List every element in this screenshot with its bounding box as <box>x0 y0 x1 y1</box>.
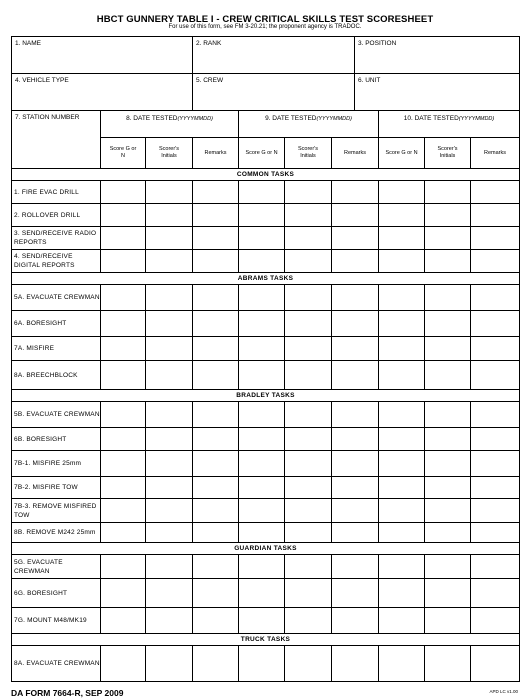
initials-cell[interactable] <box>424 226 470 249</box>
score-cell[interactable] <box>378 645 424 682</box>
section-header <box>11 542 520 554</box>
remarks-cell[interactable] <box>192 607 238 633</box>
score-cell[interactable] <box>238 498 284 522</box>
score-cell[interactable] <box>100 401 145 427</box>
remarks-cell[interactable] <box>192 578 238 607</box>
rank-label: 2. RANK <box>196 40 222 47</box>
score-cell[interactable] <box>100 498 145 522</box>
initials-cell[interactable] <box>284 498 331 522</box>
initials-cell[interactable] <box>424 180 470 203</box>
initials-cell[interactable] <box>145 249 192 272</box>
score-cell[interactable] <box>378 522 424 542</box>
score-cell[interactable] <box>238 427 284 450</box>
scorer-initials-header <box>284 137 331 168</box>
score-cell[interactable] <box>378 498 424 522</box>
scorer-initials-header-text: Scorer's Initials <box>159 146 179 159</box>
remarks-cell[interactable] <box>470 427 520 450</box>
initials-cell[interactable] <box>284 450 331 476</box>
task-name: 7B-1. MISFIRE 25mm <box>14 460 82 467</box>
scorer-initials-header <box>424 137 470 168</box>
remarks-cell[interactable] <box>331 645 378 682</box>
task-label-cell <box>11 401 100 427</box>
score-cell[interactable] <box>100 180 145 203</box>
initials-cell[interactable] <box>284 476 331 498</box>
form-version: APD LC v1.00 <box>489 689 518 694</box>
remarks-cell[interactable] <box>331 401 378 427</box>
score-cell[interactable] <box>378 336 424 360</box>
name-label: 1. NAME <box>15 40 42 47</box>
remarks-cell[interactable] <box>331 336 378 360</box>
score-cell[interactable] <box>100 249 145 272</box>
rank-field[interactable] <box>192 36 354 73</box>
remarks-cell[interactable] <box>470 336 520 360</box>
task-name: 7B-3. REMOVE MISFIRED TOW <box>14 502 97 519</box>
remarks-cell[interactable] <box>470 284 520 310</box>
task-name: 8B. REMOVE M242 25mm <box>14 529 96 536</box>
remarks-header-text: Remarks <box>343 149 366 156</box>
score-cell[interactable] <box>100 336 145 360</box>
unit-label: 6. UNIT <box>358 77 381 84</box>
score-cell[interactable] <box>238 310 284 336</box>
date-format-hint: (YYYYMMDD) <box>177 116 213 122</box>
remarks-cell[interactable] <box>331 427 378 450</box>
remarks-cell[interactable] <box>331 249 378 272</box>
score-cell[interactable] <box>238 226 284 249</box>
score-cell[interactable] <box>100 226 145 249</box>
remarks-cell[interactable] <box>331 284 378 310</box>
score-header <box>378 137 424 168</box>
score-cell[interactable] <box>378 180 424 203</box>
task-name: 8A. BREECHBLOCK <box>14 371 78 379</box>
score-cell[interactable] <box>100 476 145 498</box>
remarks-cell[interactable] <box>470 203 520 226</box>
initials-cell[interactable] <box>424 360 470 389</box>
date-tested-header-10[interactable] <box>378 110 520 137</box>
score-cell[interactable] <box>378 310 424 336</box>
score-cell[interactable] <box>238 450 284 476</box>
task-name: 1. FIRE EVAC DRILL <box>14 188 79 196</box>
score-cell[interactable] <box>238 336 284 360</box>
remarks-cell[interactable] <box>470 607 520 633</box>
task-label-cell <box>11 554 100 578</box>
initials-cell[interactable] <box>145 645 192 682</box>
position-label: 3. POSITION <box>358 40 397 47</box>
task-name: 3. SEND/RECEIVE RADIO REPORTS <box>14 230 97 246</box>
remarks-cell[interactable] <box>192 476 238 498</box>
task-label-cell <box>11 226 100 249</box>
initials-cell[interactable] <box>284 578 331 607</box>
task-label-cell <box>11 284 100 310</box>
initials-cell[interactable] <box>145 360 192 389</box>
task-name: 6A. BORESIGHT <box>14 320 67 327</box>
unit-field[interactable] <box>354 73 520 110</box>
task-label-cell <box>11 203 100 226</box>
remarks-cell[interactable] <box>192 249 238 272</box>
score-cell[interactable] <box>378 284 424 310</box>
section-title: TRUCK TASKS <box>240 635 291 643</box>
score-cell[interactable] <box>100 578 145 607</box>
initials-cell[interactable] <box>424 284 470 310</box>
score-cell[interactable] <box>378 554 424 578</box>
score-cell[interactable] <box>100 427 145 450</box>
task-name: 6B. BORESIGHT <box>14 435 67 443</box>
score-cell[interactable] <box>378 476 424 498</box>
initials-cell[interactable] <box>145 226 192 249</box>
remarks-cell[interactable] <box>470 360 520 389</box>
task-name: 7A. MISFIRE <box>14 345 55 352</box>
initials-cell[interactable] <box>145 180 192 203</box>
initials-cell[interactable] <box>424 249 470 272</box>
initials-cell[interactable] <box>424 645 470 682</box>
score-cell[interactable] <box>378 450 424 476</box>
score-header <box>100 137 145 168</box>
score-cell[interactable] <box>238 401 284 427</box>
score-cell[interactable] <box>378 360 424 389</box>
crew-field[interactable] <box>192 73 354 110</box>
initials-cell[interactable] <box>145 476 192 498</box>
score-cell[interactable] <box>100 522 145 542</box>
initials-cell[interactable] <box>284 522 331 542</box>
date-tested-label: 8. DATE TESTED <box>126 115 178 122</box>
remarks-cell[interactable] <box>470 522 520 542</box>
score-cell[interactable] <box>238 284 284 310</box>
score-cell[interactable] <box>238 607 284 633</box>
position-field[interactable] <box>354 36 520 73</box>
task-name: 7B-2. MISFIRE TOW <box>14 484 78 491</box>
remarks-cell[interactable] <box>470 249 520 272</box>
initials-cell[interactable] <box>284 554 331 578</box>
remarks-cell[interactable] <box>331 607 378 633</box>
initials-cell[interactable] <box>284 226 331 249</box>
section-header <box>11 389 520 401</box>
score-cell[interactable] <box>378 427 424 450</box>
date-tested-header-9[interactable] <box>238 110 378 137</box>
date-format-hint: (YYYYMMDD) <box>316 116 352 122</box>
task-name: 5A. EVACUATE CREWMAN <box>14 294 100 301</box>
remarks-cell[interactable] <box>331 310 378 336</box>
form-id: DA FORM 7664-R, SEP 2009 <box>11 688 124 698</box>
score-cell[interactable] <box>238 360 284 389</box>
date-format-hint: (YYYYMMDD) <box>458 116 495 122</box>
station-number-label: 7. STATION NUMBER <box>15 114 80 121</box>
score-cell[interactable] <box>100 203 145 226</box>
remarks-cell[interactable] <box>470 645 520 682</box>
remarks-cell[interactable] <box>331 360 378 389</box>
remarks-cell[interactable] <box>470 310 520 336</box>
remarks-cell[interactable] <box>192 284 238 310</box>
initials-cell[interactable] <box>284 360 331 389</box>
task-name: 5B. EVACUATE CREWMAN <box>14 411 100 418</box>
initials-cell[interactable] <box>284 336 331 360</box>
initials-cell[interactable] <box>145 578 192 607</box>
remarks-cell[interactable] <box>331 450 378 476</box>
remarks-cell[interactable] <box>470 476 520 498</box>
initials-cell[interactable] <box>424 578 470 607</box>
remarks-cell[interactable] <box>331 522 378 542</box>
remarks-cell[interactable] <box>470 180 520 203</box>
initials-cell[interactable] <box>145 554 192 578</box>
score-header-text: Score G or N <box>245 149 278 156</box>
section-header <box>11 272 520 284</box>
initials-cell[interactable] <box>284 203 331 226</box>
section-header <box>11 633 520 645</box>
score-cell[interactable] <box>238 578 284 607</box>
task-label-cell <box>11 310 100 336</box>
remarks-cell[interactable] <box>331 578 378 607</box>
initials-cell[interactable] <box>284 427 331 450</box>
remarks-header <box>470 137 520 168</box>
score-cell[interactable] <box>100 310 145 336</box>
task-label-cell <box>11 249 100 272</box>
task-name: 4. SEND/RECEIVE DIGITAL REPORTS <box>14 253 75 269</box>
remarks-header <box>192 137 238 168</box>
remarks-cell[interactable] <box>192 522 238 542</box>
remarks-cell[interactable] <box>192 360 238 389</box>
initials-cell[interactable] <box>145 203 192 226</box>
scorer-initials-header-text: Scorer's Initials <box>298 146 318 159</box>
task-label-cell <box>11 180 100 203</box>
initials-cell[interactable] <box>145 450 192 476</box>
initials-cell[interactable] <box>424 310 470 336</box>
date-tested-label: 10. DATE TESTED <box>403 115 459 122</box>
score-header <box>238 137 284 168</box>
score-cell[interactable] <box>100 360 145 389</box>
vehicle-type-label: 4. VEHICLE TYPE <box>15 77 69 84</box>
section-header <box>11 168 520 180</box>
score-cell[interactable] <box>238 522 284 542</box>
score-cell[interactable] <box>378 607 424 633</box>
remarks-cell[interactable] <box>192 554 238 578</box>
score-cell[interactable] <box>378 401 424 427</box>
scorer-initials-header-text: Scorer's Initials <box>437 146 458 159</box>
score-cell[interactable] <box>238 249 284 272</box>
score-cell[interactable] <box>238 645 284 682</box>
remarks-cell[interactable] <box>192 226 238 249</box>
score-header-text: Score G or N <box>109 146 137 159</box>
remarks-cell[interactable] <box>192 180 238 203</box>
form-subtitle: For use of this form, see FM 3-20.21; the proponent agency is TRADOC. <box>168 24 362 30</box>
score-cell[interactable] <box>100 450 145 476</box>
initials-cell[interactable] <box>424 554 470 578</box>
task-label-cell <box>11 498 100 522</box>
remarks-cell[interactable] <box>470 498 520 522</box>
section-title: GUARDIAN TASKS <box>234 544 297 552</box>
remarks-cell[interactable] <box>192 645 238 682</box>
remarks-header-text: Remarks <box>204 149 227 156</box>
initials-cell[interactable] <box>284 284 331 310</box>
initials-cell[interactable] <box>145 310 192 336</box>
score-cell[interactable] <box>238 554 284 578</box>
remarks-cell[interactable] <box>192 450 238 476</box>
initials-cell[interactable] <box>145 284 192 310</box>
initials-cell[interactable] <box>424 450 470 476</box>
score-cell[interactable] <box>378 249 424 272</box>
score-cell[interactable] <box>100 607 145 633</box>
score-cell[interactable] <box>100 284 145 310</box>
remarks-cell[interactable] <box>470 578 520 607</box>
initials-cell[interactable] <box>424 498 470 522</box>
score-cell[interactable] <box>100 554 145 578</box>
initials-cell[interactable] <box>145 401 192 427</box>
remarks-cell[interactable] <box>470 401 520 427</box>
remarks-cell[interactable] <box>192 203 238 226</box>
score-cell[interactable] <box>378 203 424 226</box>
initials-cell[interactable] <box>145 607 192 633</box>
initials-cell[interactable] <box>284 645 331 682</box>
task-name: 8A. EVACUATE CREWMAN <box>14 660 100 667</box>
remarks-cell[interactable] <box>331 226 378 249</box>
section-title: ABRAMS TASKS <box>237 274 294 282</box>
score-cell[interactable] <box>378 226 424 249</box>
score-cell[interactable] <box>238 180 284 203</box>
remarks-cell[interactable] <box>470 554 520 578</box>
crew-label: 5. CREW <box>196 77 224 84</box>
remarks-header-text: Remarks <box>483 149 506 156</box>
initials-cell[interactable] <box>284 607 331 633</box>
initials-cell[interactable] <box>145 427 192 450</box>
section-title: BRADLEY TASKS <box>236 391 295 399</box>
remarks-cell[interactable] <box>331 554 378 578</box>
initials-cell[interactable] <box>284 401 331 427</box>
score-cell[interactable] <box>238 476 284 498</box>
remarks-cell[interactable] <box>331 498 378 522</box>
task-label-cell <box>11 607 100 633</box>
initials-cell[interactable] <box>284 310 331 336</box>
initials-cell[interactable] <box>424 336 470 360</box>
initials-cell[interactable] <box>424 522 470 542</box>
initials-cell[interactable] <box>284 180 331 203</box>
scorer-initials-header <box>145 137 192 168</box>
task-label-cell <box>11 336 100 360</box>
remarks-cell[interactable] <box>192 401 238 427</box>
initials-cell[interactable] <box>145 336 192 360</box>
task-label-cell <box>11 450 100 476</box>
name-field[interactable] <box>11 36 192 73</box>
initials-cell[interactable] <box>145 498 192 522</box>
remarks-cell[interactable] <box>331 203 378 226</box>
task-label-cell <box>11 645 100 682</box>
task-name: 5G. EVACUATE CREWMAN <box>14 558 63 575</box>
vehicle-type-field[interactable] <box>11 73 192 110</box>
remarks-header <box>331 137 378 168</box>
initials-cell[interactable] <box>424 401 470 427</box>
initials-cell[interactable] <box>424 427 470 450</box>
remarks-cell[interactable] <box>331 476 378 498</box>
date-tested-header-8[interactable] <box>100 110 238 137</box>
task-label-cell <box>11 360 100 389</box>
task-name: 2. ROLLOVER DRILL <box>14 211 81 219</box>
form-title: HBCT GUNNERY TABLE I - CREW CRITICAL SKILLS TEST SCORESHEET <box>96 14 434 25</box>
task-name: 7G. MOUNT M48/MK19 <box>14 617 87 624</box>
task-label-cell <box>11 522 100 542</box>
initials-cell[interactable] <box>424 607 470 633</box>
score-cell[interactable] <box>238 203 284 226</box>
remarks-cell[interactable] <box>470 226 520 249</box>
score-header-text: Score G or N <box>385 149 418 156</box>
remarks-cell[interactable] <box>192 310 238 336</box>
remarks-cell[interactable] <box>192 498 238 522</box>
remarks-cell[interactable] <box>470 450 520 476</box>
initials-cell[interactable] <box>145 522 192 542</box>
score-cell[interactable] <box>100 645 145 682</box>
score-cell[interactable] <box>378 578 424 607</box>
task-label-cell <box>11 476 100 498</box>
task-name: 6G. BORESIGHT <box>14 589 68 597</box>
initials-cell[interactable] <box>424 476 470 498</box>
task-label-cell <box>11 427 100 450</box>
station-number-field[interactable] <box>11 110 100 168</box>
initials-cell[interactable] <box>284 249 331 272</box>
task-label-cell <box>11 578 100 607</box>
initials-cell[interactable] <box>424 203 470 226</box>
remarks-cell[interactable] <box>192 427 238 450</box>
remarks-cell[interactable] <box>331 180 378 203</box>
date-tested-label: 9. DATE TESTED <box>265 115 317 122</box>
section-title: COMMON TASKS <box>236 170 295 178</box>
remarks-cell[interactable] <box>192 336 238 360</box>
